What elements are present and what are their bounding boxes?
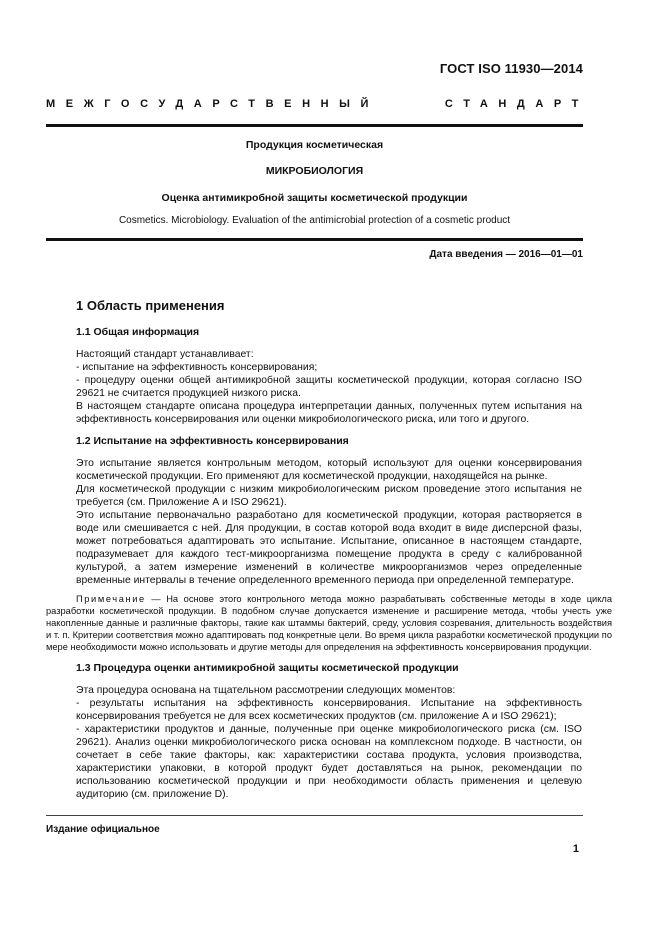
section-1-2-heading: 1.2 Испытание на эффективность консервирования bbox=[76, 435, 349, 447]
paragraph: - результаты испытания на эффективность консервирования. Испытание на эффективность консервирования требуется не для всех косметических продуктов (см. приложение А и ISO 29621); bbox=[76, 698, 582, 722]
title-field: МИКРОБИОЛОГИЯ bbox=[265, 165, 364, 177]
title-subject: Оценка антимикробной защиты косметической продукции bbox=[161, 192, 468, 204]
note-text: — На основе этого контрольного метода можно разрабатывать собственные методы в ходе цикла разработки косметической продукции. В подобном случае допускается изменение и расширение метода, чтобы учесть уже накопленные данные и различные факторы, такие как штаммы бактерий, среду, условия созревания, длительность воздействия и т. п. Критерии соответствия можно адаптировать под конкретные цели. Во время цикла разработки косметической продукции по мере необходимости можно использовать и другие методы для определения на эффективность консервирования продукции. bbox=[46, 594, 612, 652]
title-english: Cosmetics. Microbiology. Evaluation of the antimicrobial protection of a cosmetic product bbox=[118, 215, 511, 226]
banner-word-standard: СТАНДАРТ bbox=[444, 98, 589, 110]
paragraph: Эта процедура основана на тщательном рассмотрении следующих моментов: bbox=[76, 685, 456, 696]
paragraph: В настоящем стандарте описана процедура интерпретации данных, полученных путем испытания на эффективность консервирования или оценки микробиологического риска, или того и другого. bbox=[76, 401, 582, 425]
document-body bbox=[46, 298, 612, 801]
note bbox=[46, 593, 612, 653]
bottom-title-rule bbox=[46, 238, 583, 241]
paragraph: - процедуру оценки общей антимикробной защиты косметической продукции, которая согласно ISO 29621 не считается продукцией низкого риска. bbox=[76, 375, 582, 399]
effective-date: Дата введения — 2016—01—01 bbox=[429, 249, 583, 260]
section-1-1-heading: 1.1 Общая информация bbox=[76, 326, 200, 338]
footer-rule bbox=[46, 815, 583, 816]
paragraph: Это испытание первоначально разработано для косметической продукции, которая растворяется в воде или смешивается с ней. Для продукции, в состав которой вода входит в виде дисперсной фазы, может потребоваться адаптировать это испытание. Испытание, описанное в настоящем стандарте, подразумевает для каждого тест-микроорганизма помещение продукта в среду с калиброванной культурой, а затем измерение изменений в количестве микроорганизмов через определенные временные интервалы в течение определенного временного периода при определенной температуре. bbox=[76, 510, 582, 586]
page-number: 1 bbox=[572, 843, 579, 855]
paragraph: Настоящий стандарт устанавливает: bbox=[76, 349, 254, 360]
banner-word-interstate: МЕЖГОСУДАРСТВЕННЫЙ bbox=[46, 98, 380, 110]
paragraph: Для косметической продукции с низким микробиологическим риском проведение этого испытания не требуется (см. Приложение А и ISO 29621). bbox=[76, 484, 582, 508]
paragraph: - характеристики продуктов и данные, полученные при оценке микробиологического риска (см. ISO 29621). Анализ оценки микробиологического риска основан на комплексном подходе. В частности, он сочетает в себе такие факторы, как: характеристики состава продукта, условия производства, характеристики упаковки, в которой продукт будет доставляться на рынок, рекомендации по использованию косметической продукции и при необходимости область применения и целевую аудиторию (см. приложение D). bbox=[76, 724, 582, 800]
official-edition: Издание официальное bbox=[46, 824, 160, 835]
standard-id: ГОСТ ISO 11930—2014 bbox=[439, 61, 583, 76]
paragraph: Это испытание является контрольным методом, который используют для оценки консервирования косметической продукции. Его применяют для косметической продукции, находящейся на рынке. bbox=[76, 458, 582, 482]
top-rule bbox=[46, 124, 583, 127]
note-label: Примечание bbox=[76, 594, 146, 604]
section-1-3-heading: 1.3 Процедура оценки антимикробной защиты косметической продукции bbox=[76, 662, 459, 674]
section-1-heading: 1 Область применения bbox=[76, 298, 225, 313]
title-product: Продукция косметическая bbox=[245, 139, 384, 151]
paragraph: - испытание на эффективность консервирования; bbox=[76, 362, 318, 373]
